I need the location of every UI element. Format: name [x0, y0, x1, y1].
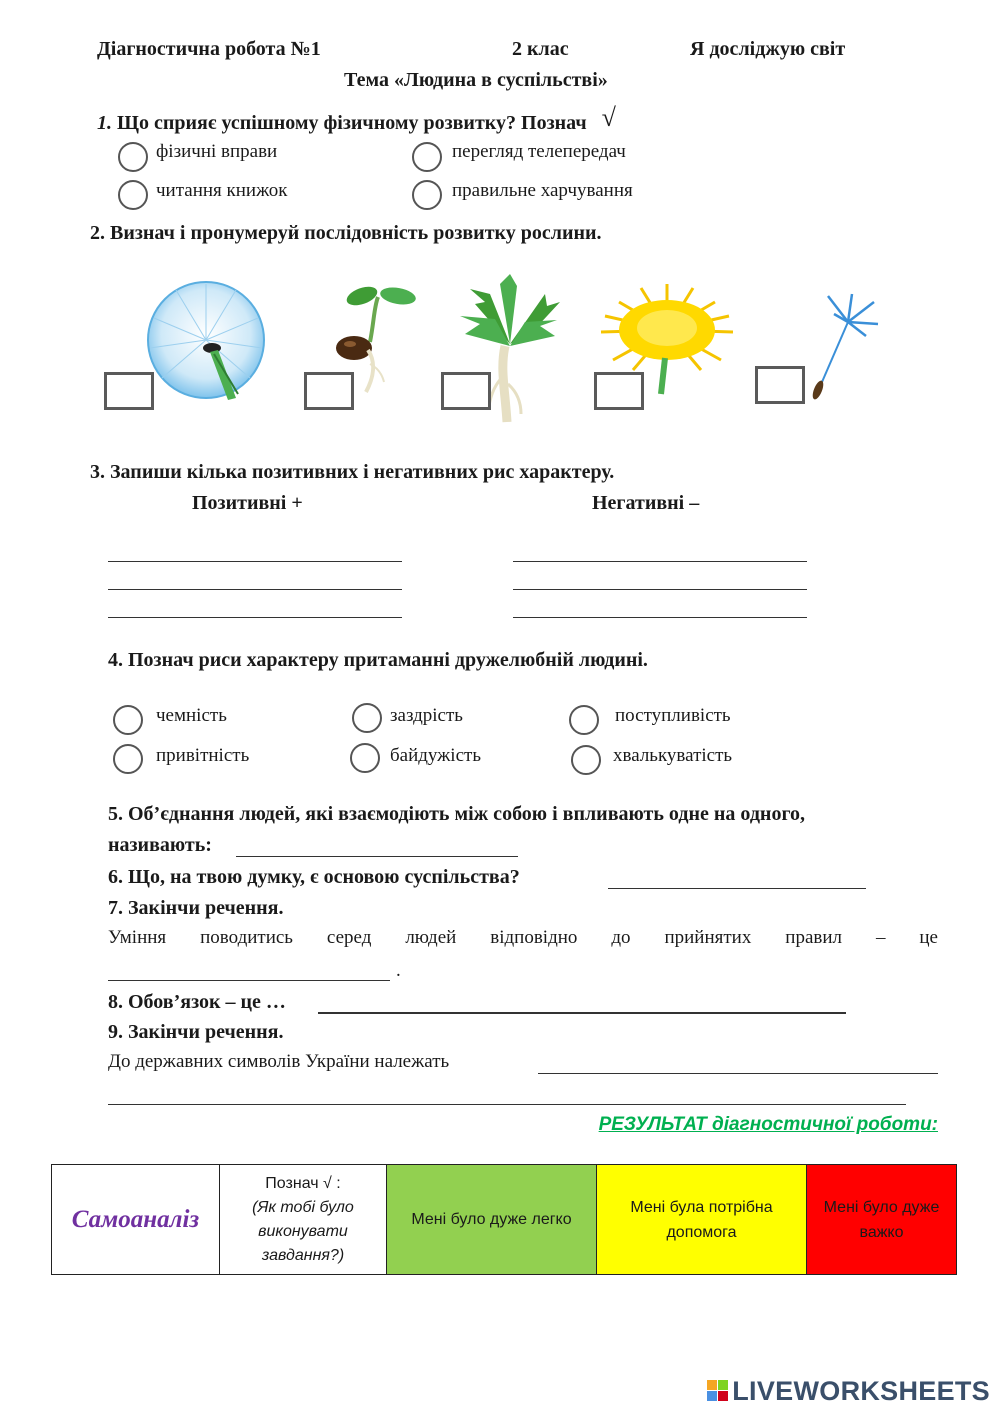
- q4-option-3-label: поступливість: [615, 705, 731, 726]
- q4-option-6-radio[interactable]: [571, 745, 601, 775]
- q7-word: до: [611, 927, 631, 948]
- check-mark-icon: √: [601, 103, 616, 132]
- q3-negative-line-3[interactable]: [513, 617, 807, 618]
- q3-positive-heading: Позитивні +: [192, 492, 303, 514]
- q2-order-box-3[interactable]: [441, 372, 491, 410]
- q1-option-4-label: правильне харчування: [452, 180, 633, 201]
- q2-question: 2. Визнач і пронумеруй послідовність розвитку рослини.: [90, 222, 602, 244]
- q4-option-6-label: хвалькуватість: [613, 745, 733, 766]
- q1-question: [97, 103, 616, 136]
- q7-word: серед: [326, 927, 372, 948]
- instruction-question: (Як тобі було виконувати завдання?): [252, 1198, 354, 1264]
- q4-option-2-label: заздрість: [390, 705, 463, 726]
- q1-option-3-radio[interactable]: [118, 180, 148, 210]
- q8-answer-line[interactable]: [318, 1012, 846, 1014]
- q3-positive-line-1[interactable]: [108, 561, 402, 562]
- q9-answer-line-2[interactable]: [108, 1104, 906, 1105]
- q3-question: 3. Запиши кілька позитивних і негативних рис характеру.: [90, 461, 615, 483]
- q3-positive-line-3[interactable]: [108, 617, 402, 618]
- q7-answer-line[interactable]: [108, 980, 390, 981]
- q1-option-2-radio[interactable]: [412, 142, 442, 172]
- q4-option-2-radio[interactable]: [352, 703, 382, 733]
- q1-option-1-radio[interactable]: [118, 142, 148, 172]
- q8-question: 8. Обов’язок – це …: [108, 991, 286, 1013]
- q7-sentence-end: .: [396, 960, 401, 981]
- q3-negative-line-1[interactable]: [513, 561, 807, 562]
- grade-label: 2 клас: [512, 38, 569, 60]
- q2-order-box-1[interactable]: [104, 372, 154, 410]
- q4-option-3-radio[interactable]: [569, 705, 599, 735]
- result-heading: РЕЗУЛЬТАТ діагностичної роботи:: [598, 1114, 938, 1135]
- subject-label: Я досліджую світ: [690, 38, 846, 60]
- q2-order-box-2[interactable]: [304, 372, 354, 410]
- q5-question-line-2: називають:: [108, 834, 212, 856]
- q7-word: це: [919, 927, 938, 948]
- q6-question: 6. Що, на твою думку, є основою суспільства?: [108, 866, 520, 888]
- q9-sentence: До державних символів України належать: [108, 1051, 450, 1072]
- liveworksheets-logo-icon: [707, 1380, 728, 1401]
- q3-negative-line-2[interactable]: [513, 589, 807, 590]
- easy-option-cell[interactable]: Мені було дуже легко: [387, 1165, 597, 1275]
- q3-positive-line-2[interactable]: [108, 589, 402, 590]
- self-assessment-label: Самоаналіз: [52, 1165, 220, 1275]
- q1-number: 1.: [97, 112, 112, 134]
- q4-option-5-label: байдужість: [390, 745, 481, 766]
- hard-option-cell[interactable]: Мені було дуже важко: [807, 1165, 957, 1275]
- brand-name: LIVEWORKSHEETS: [732, 1376, 990, 1406]
- q2-order-box-4[interactable]: [594, 372, 644, 410]
- q4-question: 4. Познач риси характеру притаманні дружелюбній людині.: [108, 649, 648, 671]
- q2-order-box-5[interactable]: [755, 366, 805, 404]
- q4-option-5-radio[interactable]: [350, 743, 380, 773]
- q7-word: прийнятих: [664, 927, 752, 948]
- q4-option-4-label: привітність: [156, 745, 250, 766]
- q1-option-2-label: перегляд телепередач: [452, 141, 626, 162]
- q1-option-3-label: читання книжок: [156, 180, 288, 201]
- q6-answer-line[interactable]: [608, 888, 866, 889]
- q1-option-1-label: фізичні вправи: [156, 141, 278, 162]
- q1-text: Що сприяє успішному фізичному розвитку? Познач: [117, 112, 587, 134]
- q5-answer-line[interactable]: [236, 856, 518, 857]
- instruction-mark-text: Познач √ :: [265, 1174, 341, 1192]
- q7-word: Уміння: [108, 927, 167, 948]
- q5-question-line-1: 5. Об’єднання людей, які взаємодіють між собою і впливають одне на одного,: [108, 803, 806, 825]
- q7-word: людей: [405, 927, 457, 948]
- q9-title: 9. Закінчи речення.: [108, 1021, 284, 1043]
- q7-word: відповідно: [490, 927, 578, 948]
- q1-option-4-radio[interactable]: [412, 180, 442, 210]
- dandelion-seed-head-image: [140, 278, 270, 408]
- q7-title: 7. Закінчи речення.: [108, 897, 284, 919]
- theme-label: Тема «Людина в суспільстві»: [344, 69, 608, 91]
- q7-word: поводитись: [200, 927, 293, 948]
- brand-footer: [707, 1376, 990, 1407]
- q4-option-4-radio[interactable]: [113, 744, 143, 774]
- q7-sentence: [108, 927, 938, 949]
- q4-option-1-radio[interactable]: [113, 705, 143, 735]
- q7-word: –: [875, 927, 886, 948]
- q9-answer-line-1[interactable]: [538, 1073, 938, 1074]
- single-dandelion-seed-image: [808, 292, 883, 402]
- q7-word: правил: [785, 927, 843, 948]
- self-assessment-instruction: [220, 1165, 387, 1275]
- q4-option-1-label: чемність: [156, 705, 227, 726]
- q3-negative-heading: Негативні –: [592, 492, 700, 514]
- needed-help-option-cell[interactable]: Мені була потрібна допомога: [597, 1165, 807, 1275]
- self-assessment-table: [51, 1164, 957, 1275]
- worksheet-title: Діагностична робота №1: [97, 38, 321, 60]
